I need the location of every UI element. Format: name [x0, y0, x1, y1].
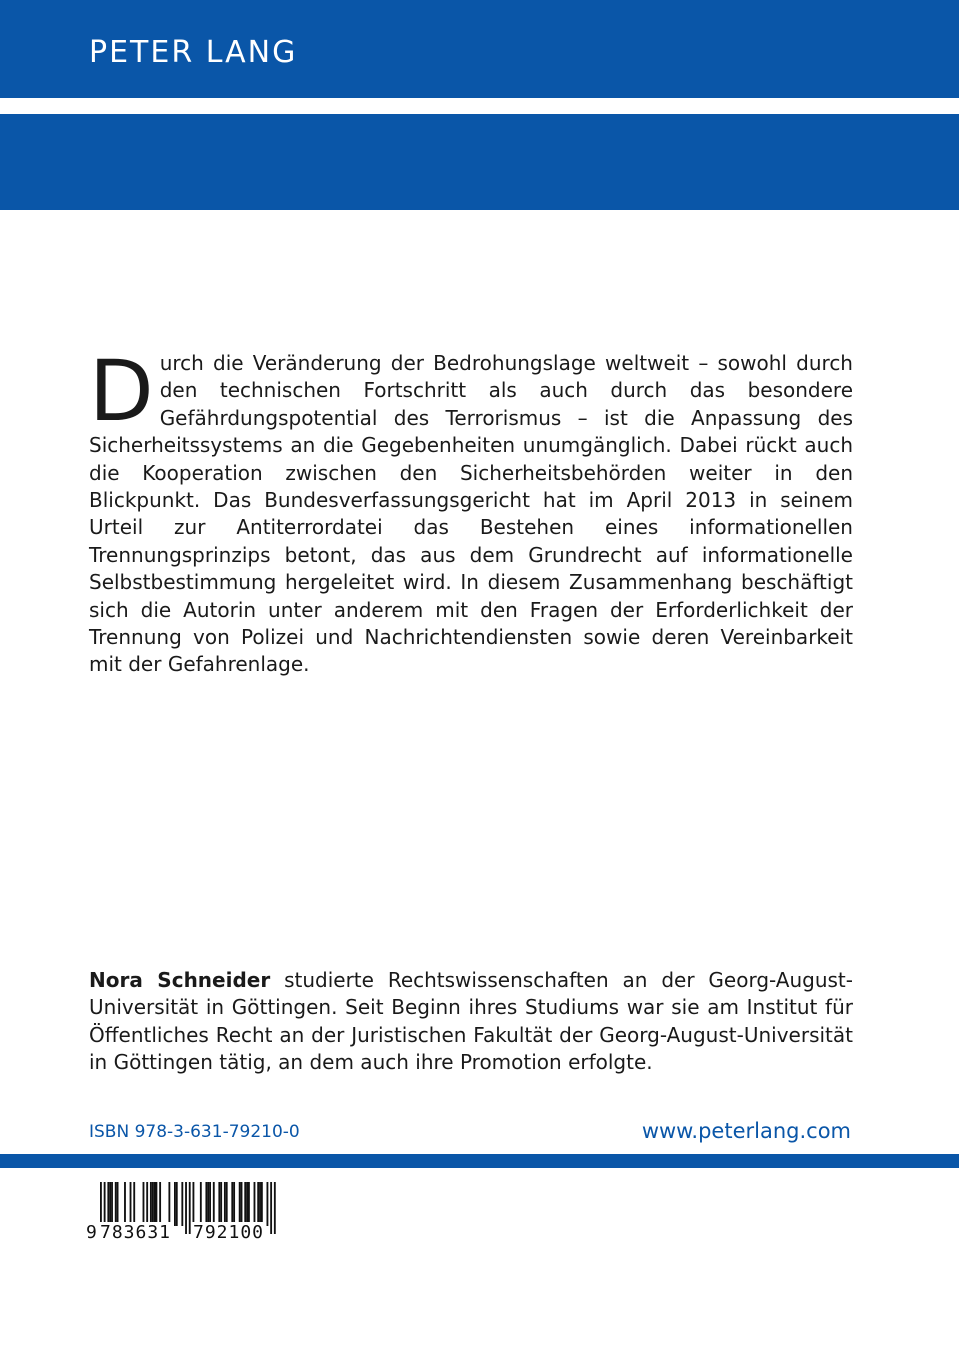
barcode-bar — [130, 1182, 132, 1226]
series-number: 6096 — [89, 261, 167, 295]
barcode-bar — [115, 1182, 117, 1226]
barcode-bars — [86, 1182, 286, 1244]
barcode-bar — [189, 1182, 191, 1234]
barcode-bar — [209, 1182, 211, 1226]
barcode-bar — [193, 1182, 195, 1226]
barcode-bar — [159, 1182, 161, 1226]
isbn: ISBN 978-3-631-79210-0 — [89, 1122, 300, 1142]
barcode-bar — [218, 1182, 220, 1226]
barcode-bar — [261, 1182, 263, 1226]
barcode-bar — [224, 1182, 226, 1226]
barcode-bar — [176, 1182, 178, 1226]
barcode-bar — [226, 1182, 228, 1226]
blurb-text: urch die Veränderung der Bedrohungslage weltweit – sowohl durch den technischen Fortschritt als auch durch das besondere Gefährdungspotential des Terrorismus – ist die Anpassung des Sicherheitssystems an die Gegebenheiten unumgänglich. Dabei rückt auch die Kooperation zwischen den Sicherheitsbehörden weiter in den Blickpunkt. Das Bundesverfassungsgericht hat im April 2013 in seinem Urteil zur Antiterrordatei das Bestehen eines informationellen Trennungsprinzips betont, das aus dem Grundrecht auf informationelle Selbstbestimmung hergeleitet wird. In diesem Zusammenhang beschäftigt sich die Autorin unter anderem mit den Fragen der Erforderlichkeit der Trennung von Polizei und Nachrichtendiensten sowie deren Vereinbarkeit mit der Gefahrenlage. — [89, 351, 853, 677]
barcode-bar — [231, 1182, 233, 1226]
barcode-bar — [133, 1182, 135, 1226]
author-name: Nora Schneider — [89, 968, 271, 992]
barcode-bar — [207, 1182, 209, 1226]
header-band — [0, 0, 959, 98]
footer-band — [0, 1154, 959, 1168]
barcode-bar — [200, 1182, 202, 1226]
barcode-bar — [111, 1182, 113, 1226]
barcode-bar — [239, 1182, 241, 1226]
barcode-bar — [259, 1182, 261, 1226]
barcode-bar — [181, 1182, 183, 1226]
barcode-bar — [117, 1182, 119, 1226]
barcode-bar — [254, 1182, 256, 1226]
barcode-bar — [213, 1182, 215, 1226]
barcode-bar — [248, 1182, 250, 1226]
barcode — [86, 1182, 286, 1244]
barcode-first-digit: 9 — [86, 1222, 97, 1243]
author-bio-text: studierte Rechtswissenschaften an der Georg-August-Universität in Göttingen. Seit Beginn ihres Studiums war sie am Institut für Öffentliches Recht an der Juristischen Fakultät der Georg-August-Universität in Göttingen tätig, an dem auch ihre Promotion erfolgte. — [89, 968, 853, 1075]
barcode-bar — [244, 1182, 246, 1226]
barcode-bar — [168, 1182, 170, 1226]
barcode-bar — [257, 1182, 259, 1226]
series-band — [0, 114, 959, 295]
barcode-bar — [241, 1182, 243, 1226]
barcode-bar — [156, 1182, 158, 1226]
barcode-bar — [267, 1182, 269, 1226]
drop-cap: D — [89, 342, 154, 440]
book-blurb — [89, 342, 853, 679]
barcode-bar — [274, 1182, 276, 1234]
barcode-bar — [150, 1182, 152, 1226]
barcode-bar — [205, 1182, 207, 1226]
barcode-bar — [185, 1182, 187, 1234]
barcode-bar — [109, 1182, 111, 1226]
barcode-right-group: 792100 — [193, 1222, 265, 1243]
barcode-bar — [143, 1182, 145, 1226]
barcode-bar — [124, 1182, 126, 1226]
barcode-bar — [174, 1182, 176, 1226]
publisher-name: PETER LANG — [89, 35, 298, 70]
barcode-bar — [220, 1182, 222, 1226]
barcode-bar — [107, 1182, 109, 1226]
website-link[interactable]: www.peterlang.com — [641, 1119, 851, 1143]
barcode-left-group: 783631 — [100, 1222, 172, 1243]
barcode-bar — [152, 1182, 154, 1226]
barcode-bar — [246, 1182, 248, 1226]
barcode-bar — [154, 1182, 156, 1226]
barcode-bar — [104, 1182, 106, 1234]
barcode-bar — [146, 1182, 148, 1226]
barcode-bar — [270, 1182, 272, 1234]
author-bio — [89, 967, 853, 1077]
barcode-bar — [233, 1182, 235, 1226]
barcode-bar — [100, 1182, 102, 1234]
